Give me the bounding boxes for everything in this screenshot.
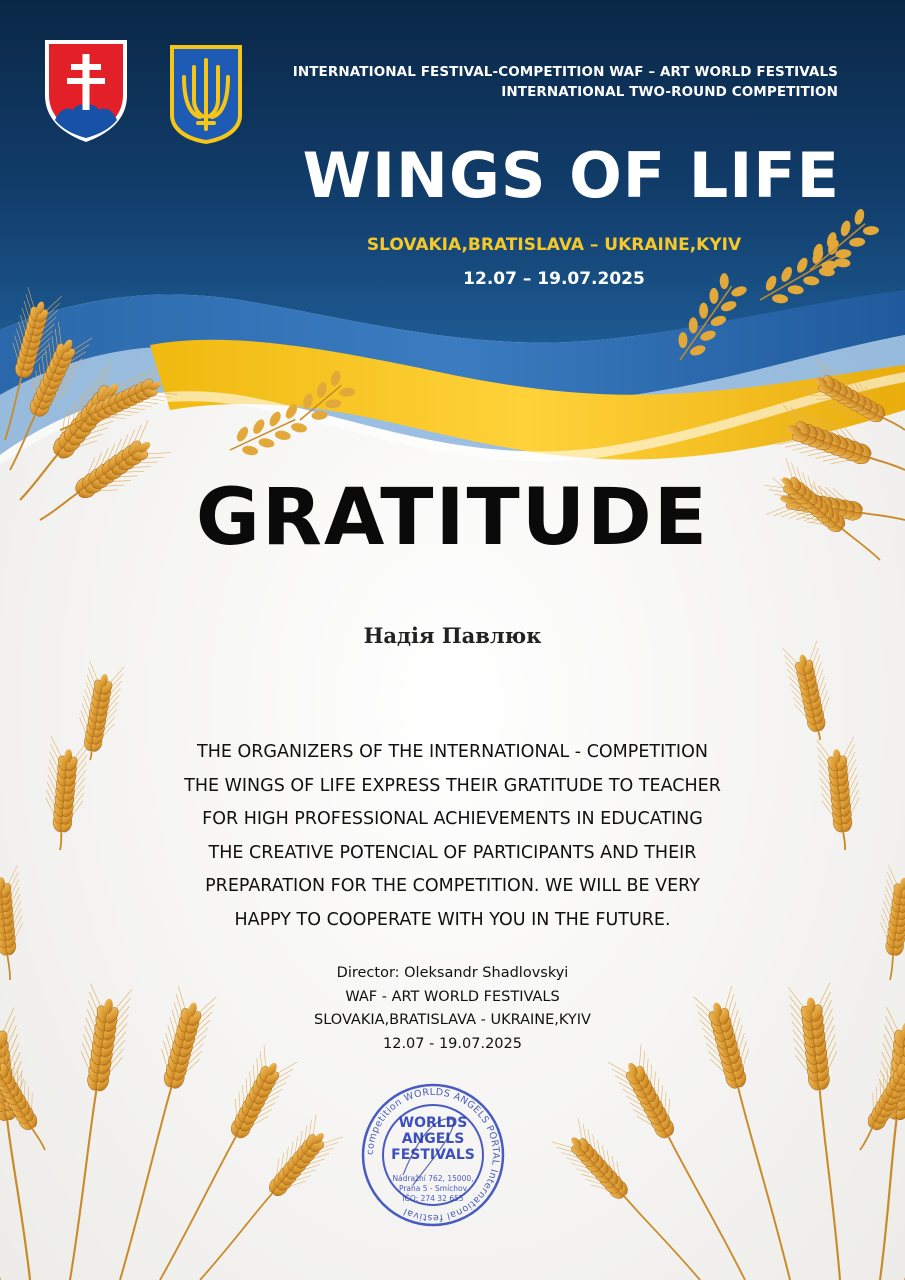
organization-name: WAF - ART WORLD FESTIVALS [345,988,560,1005]
festival-title: WINGS OF LIFE [302,139,840,212]
festival-dates: 12.07 – 19.07.2025 [463,269,645,289]
svg-text:competition WORLDS ANGELS PORT: competition WORLDS ANGELS PORTAL International festival [364,1086,502,1224]
certificate-heading: GRATITUDE [195,473,710,563]
header-subtitle [230,62,838,102]
header-line-2: INTERNATIONAL TWO-ROUND COMPETITION [501,84,838,100]
signature-block [200,962,705,1056]
gratitude-text [150,736,755,937]
recipient-name: Надія Павлюк [363,623,542,648]
stamp-icon [363,1085,503,1225]
body-line: HAPPY TO COOPERATE WITH YOU IN THE FUTURE. [234,909,671,930]
signature-dates: 12.07 - 19.07.2025 [383,1035,522,1052]
director-name: Director: Oleksandr Shadlovskyi [336,965,569,981]
svg-text:Nádražní 762, 15000,Praha 5 -: Nádražní 762, 15000, Praha 5 - Smíchov IČO: 274 32 655 [392,1174,474,1203]
header-line-1: INTERNATIONAL FESTIVAL-COMPETITION WAF – ART WORLD FESTIVALS [292,64,838,80]
svg-text:WORLDSANGELSFESTIVALS: WORLDS ANGELS FESTIVALS [391,1115,475,1163]
signature-location: SLOVAKIA,BRATISLAVA - UKRAINE,KYIV [314,1012,591,1028]
body-line: FOR HIGH PROFESSIONAL ACHIEVEMENTS IN EDUCATING [202,809,703,829]
body-line: THE ORGANIZERS OF THE INTERNATIONAL - COMPETITION [197,742,708,762]
body-line: THE WINGS OF LIFE EXPRESS THEIR GRATITUDE TO TEACHER [184,775,721,796]
body-line: PREPARATION FOR THE COMPETITION. WE WILL BE VERY [205,876,700,896]
festival-location: SLOVAKIA,BRATISLAVA – UKRAINE,KYIV [366,235,742,255]
body-line: THE CREATIVE POTENCIAL OF PARTICIPANTS AND THEIR [208,842,697,863]
